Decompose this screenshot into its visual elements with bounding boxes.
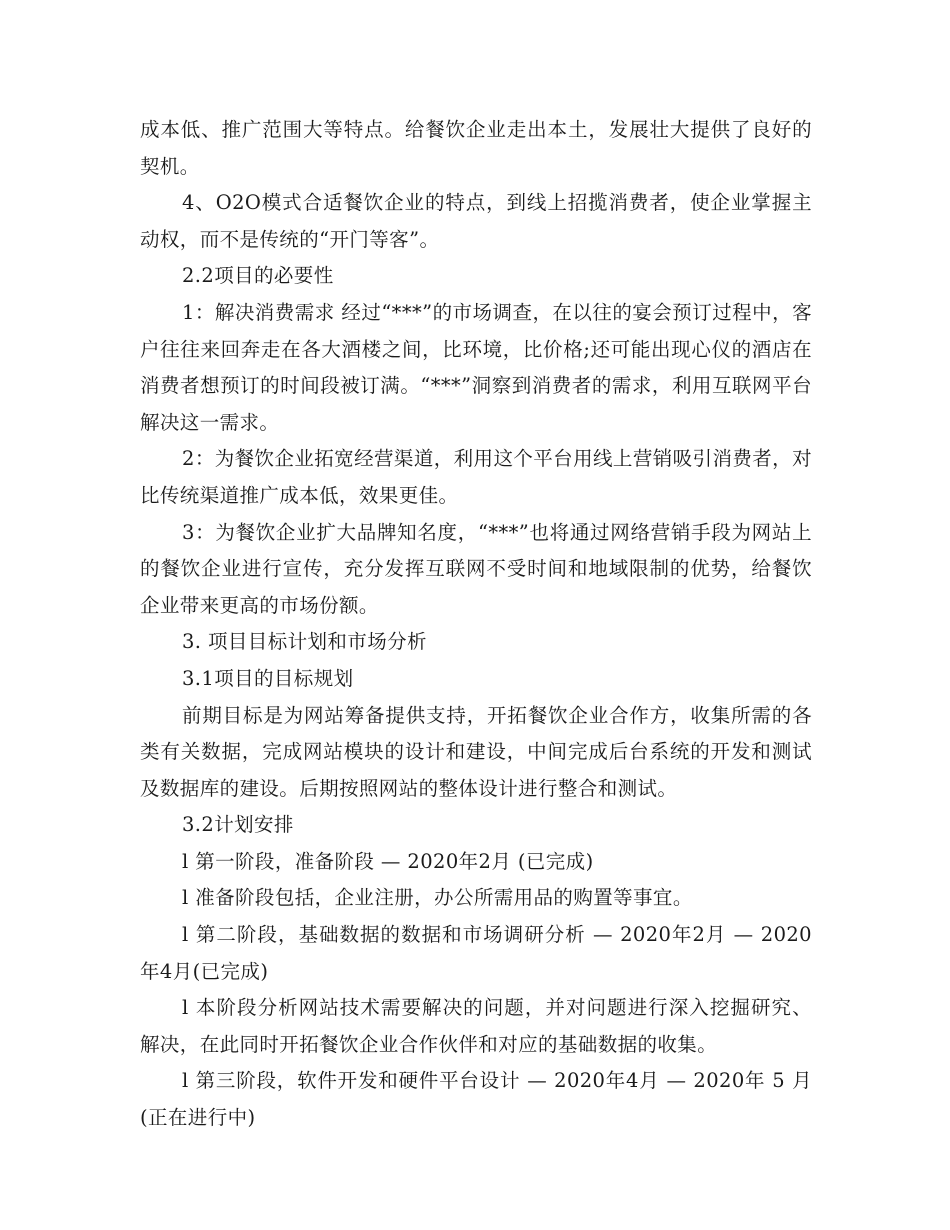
paragraph-necessity-3: 3：为餐饮企业扩大品牌知名度，“***”也将通过网络营销手段为网站上的餐饮企业进行宣传，充分发挥互联网不受时间和地域限制的优势，给餐饮企业带来更高的市场份额。 [140, 520, 812, 617]
schedule-item-stage-3: l 第三阶段，软件开发和硬件平台设计 — 2020年4月 — 2020年 5 月(正在进行中) [140, 1069, 812, 1130]
section-heading-3: 3. 项目目标计划和市场分析 [182, 630, 427, 654]
paragraph-o2o-point: 4、O2O模式合适餐饮企业的特点，到线上招揽消费者，使企业掌握主动权，而不是传统的“开门等客”。 [140, 191, 812, 251]
section-heading-2-2: 2.2项目的必要性 [182, 264, 334, 288]
schedule-item-stage-2-detail: l 本阶段分析网站技术需要解决的问题，并对问题进行深入挖掘研究、解决，在此同时开拓餐饮企业合作伙伴和对应的基础数据的收集。 [140, 996, 812, 1056]
schedule-item-stage-2: l 第二阶段，基础数据的数据和市场调研分析 — 2020年2月 — 2020年4月(已完成) [140, 923, 812, 983]
schedule-item-stage-1-detail: l 准备阶段包括，企业注册，办公所需用品的购置等事宜。 [182, 886, 693, 910]
schedule-item-stage-1: l 第一阶段，准备阶段 — 2020年2月 (已完成) [182, 849, 594, 873]
section-heading-3-2: 3.2计划安排 [182, 813, 294, 837]
paragraph-goal-plan: 前期目标是为网站筹备提供支持，开拓餐饮企业合作方，收集所需的各类有关数据，完成网站模块的设计和建设，中间完成后台系统的开发和测试及数据库的建设。后期按照网站的整体设计进行整合和测试。 [140, 703, 812, 800]
paragraph-necessity-1: 1：解决消费需求 经过“***”的市场调查，在以往的宴会预订过程中，客户往往来回奔走在各大酒楼之间，比环境，比价格;还可能出现心仪的酒店在消费者想预订的时间段被订满。“***”洞察到消费者的需求，利用互联网平台解决这一需求。 [140, 300, 812, 434]
document-body [140, 112, 812, 1137]
paragraph-continuation: 成本低、推广范围大等特点。给餐饮企业走出本土，发展壮大提供了良好的契机。 [140, 118, 812, 178]
section-heading-3-1: 3.1项目的目标规划 [182, 666, 354, 690]
paragraph-necessity-2: 2：为餐饮企业拓宽经营渠道，利用这个平台用线上营销吸引消费者，对比传统渠道推广成本低，效果更佳。 [140, 447, 812, 507]
